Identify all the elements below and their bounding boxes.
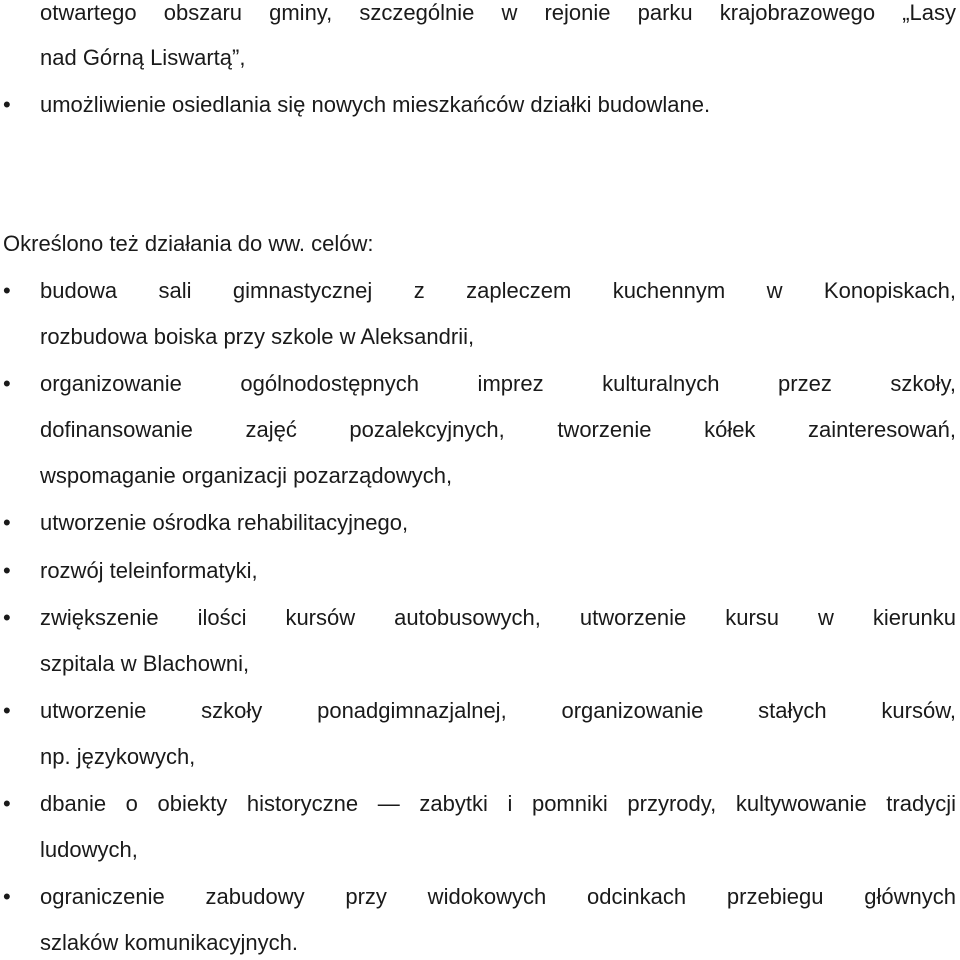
- intro-line-1: otwartego obszaru gminy, szczególnie w rejonie parku krajobrazowego „Lasy: [40, 0, 956, 25]
- list-item-line: budowa sali gimnastycznej z zapleczem kuchennym w Konopiskach,: [40, 278, 956, 303]
- bullet-icon: •: [3, 791, 11, 816]
- bullet-icon: •: [3, 558, 11, 583]
- bullet-icon: •: [3, 698, 11, 723]
- bullet-icon: •: [3, 605, 11, 630]
- list-item-line: wspomaganie organizacji pozarządowych,: [40, 463, 453, 488]
- intro-line-2: nad Górną Liswartą”,: [40, 45, 246, 70]
- list-item-line: organizowanie ogólnodostępnych imprez kulturalnych przez szkoły,: [40, 371, 956, 396]
- list-item-line: dbanie o obiekty historyczne — zabytki i pomniki przyrody, kultywowanie tradycji: [40, 791, 956, 816]
- list-item-line: rozbudowa boiska przy szkole w Aleksandrii,: [40, 324, 475, 349]
- list-item-housing: umożliwienie osiedlania się nowych mieszkańców działki budowlane.: [40, 92, 711, 117]
- bullet-icon: •: [3, 510, 11, 535]
- list-item-line: dofinansowanie zajęć pozalekcyjnych, tworzenie kółek zainteresowań,: [40, 417, 956, 442]
- actions-heading: Określono też działania do ww. celów:: [3, 231, 374, 256]
- bullet-icon: •: [3, 92, 11, 117]
- bullet-icon: •: [3, 278, 11, 303]
- list-item-line: zwiększenie ilości kursów autobusowych, utworzenie kursu w kierunku: [40, 605, 956, 630]
- list-item-line: ograniczenie zabudowy przy widokowych odcinkach przebiegu głównych: [40, 884, 956, 909]
- bullet-icon: •: [3, 371, 11, 396]
- list-item-line: np. językowych,: [40, 744, 196, 769]
- list-item-line: szlaków komunikacyjnych.: [40, 930, 298, 955]
- list-item-line: ludowych,: [40, 837, 138, 862]
- list-item-line: szpitala w Blachowni,: [40, 651, 250, 676]
- bullet-icon: •: [3, 884, 11, 909]
- list-item-line: utworzenie szkoły ponadgimnazjalnej, organizowanie stałych kursów,: [40, 698, 956, 723]
- list-item-line: utworzenie ośrodka rehabilitacyjnego,: [40, 510, 409, 535]
- list-item-line: rozwój teleinformatyki,: [40, 558, 258, 583]
